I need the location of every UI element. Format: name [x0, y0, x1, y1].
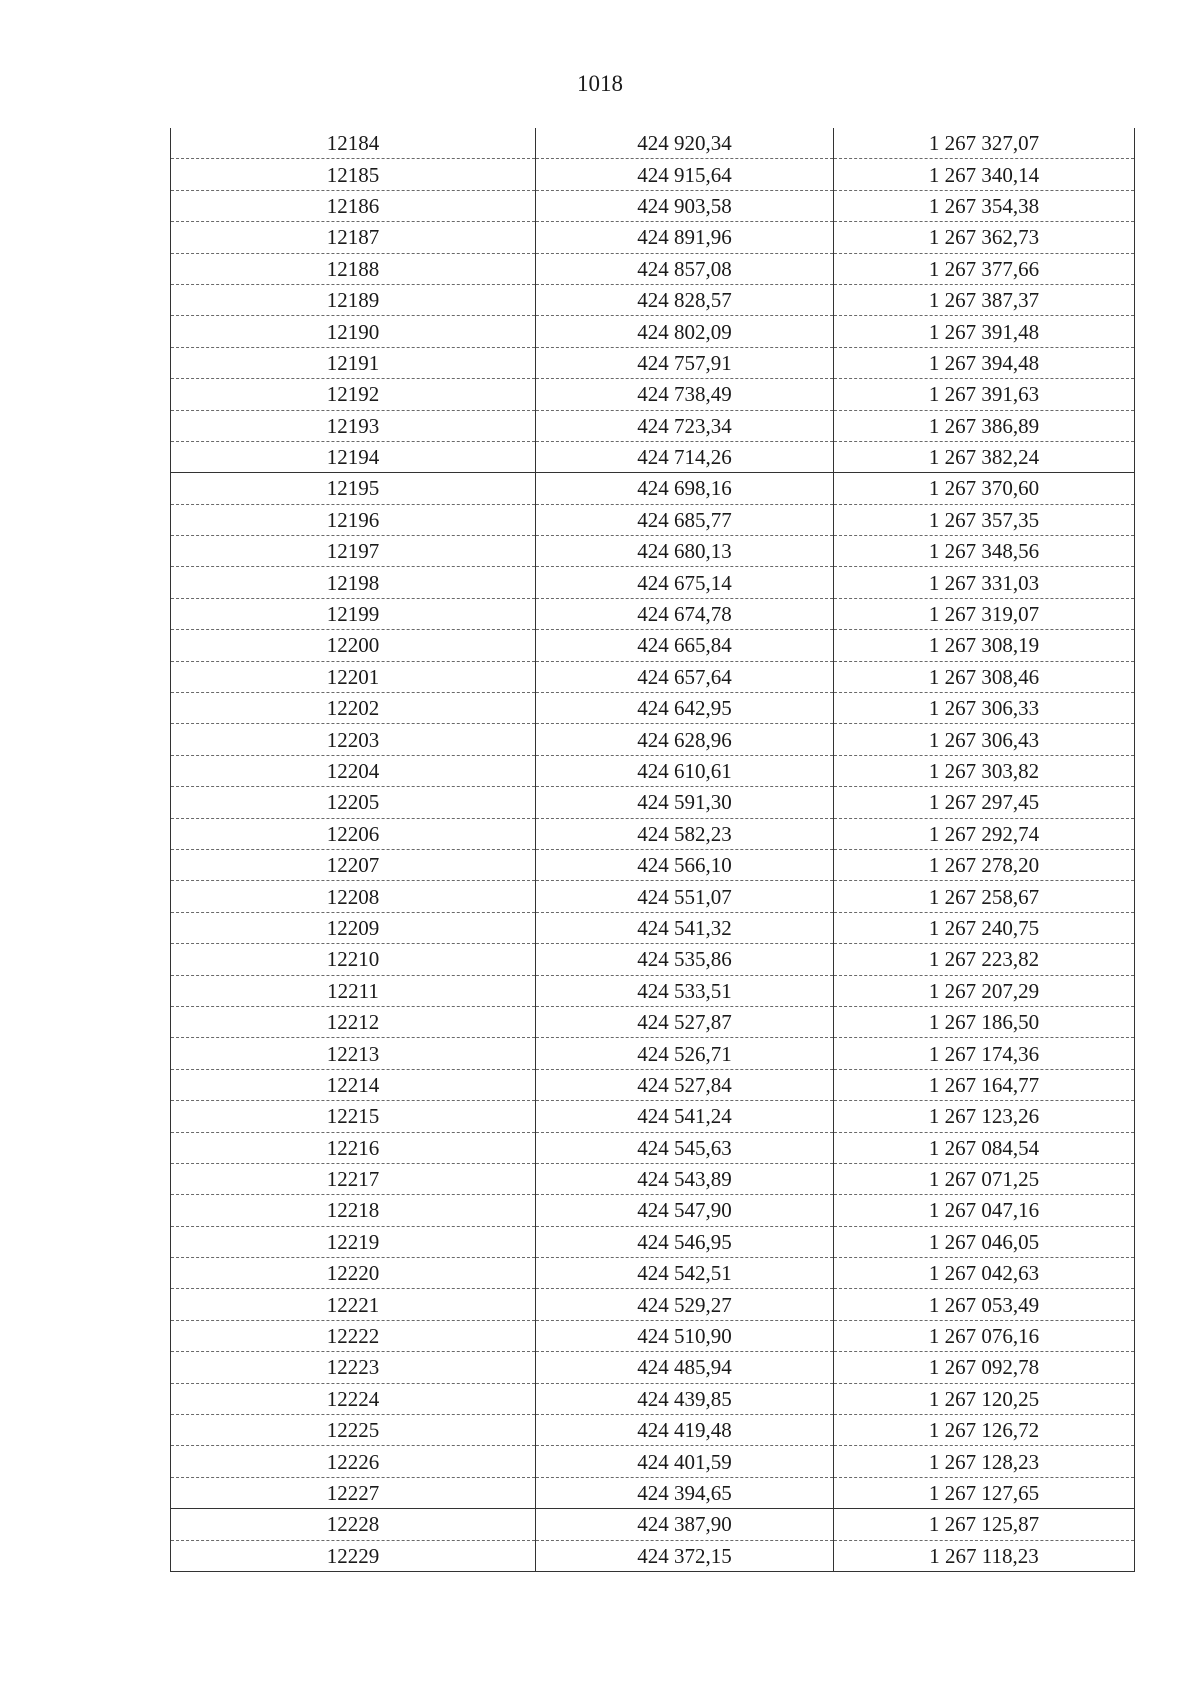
y-coordinate-cell: 1 267 306,43: [834, 724, 1135, 755]
table-row: [171, 944, 1135, 975]
x-coordinate-cell: 424 828,57: [536, 284, 834, 315]
point-number-cell: 12205: [171, 787, 536, 818]
point-number-cell: 12190: [171, 316, 536, 347]
table-row: [171, 284, 1135, 315]
x-coordinate-cell: 424 510,90: [536, 1320, 834, 1351]
x-coordinate-cell: 424 545,63: [536, 1132, 834, 1163]
x-coordinate-cell: 424 387,90: [536, 1509, 834, 1540]
point-number-cell: 12201: [171, 661, 536, 692]
table-row: [171, 190, 1135, 221]
table-row: [171, 630, 1135, 661]
table-row: [171, 473, 1135, 504]
x-coordinate-cell: 424 657,64: [536, 661, 834, 692]
table-row: [171, 1320, 1135, 1351]
point-number-cell: 12222: [171, 1320, 536, 1351]
point-number-cell: 12216: [171, 1132, 536, 1163]
table-row: [171, 128, 1135, 159]
y-coordinate-cell: 1 267 092,78: [834, 1352, 1135, 1383]
point-number-cell: 12198: [171, 567, 536, 598]
page-number: 1018: [577, 71, 623, 96]
table-row: [171, 598, 1135, 629]
y-coordinate-cell: 1 267 164,77: [834, 1069, 1135, 1100]
x-coordinate-cell: 424 723,34: [536, 410, 834, 441]
x-coordinate-cell: 424 394,65: [536, 1477, 834, 1508]
coordinates-table: [170, 128, 1135, 1572]
x-coordinate-cell: 424 680,13: [536, 536, 834, 567]
y-coordinate-cell: 1 267 340,14: [834, 159, 1135, 190]
x-coordinate-cell: 424 527,84: [536, 1069, 834, 1100]
point-number-cell: 12186: [171, 190, 536, 221]
y-coordinate-cell: 1 267 258,67: [834, 881, 1135, 912]
y-coordinate-cell: 1 267 387,37: [834, 284, 1135, 315]
point-number-cell: 12187: [171, 222, 536, 253]
x-coordinate-cell: 424 401,59: [536, 1446, 834, 1477]
table-row: [171, 849, 1135, 880]
x-coordinate-cell: 424 903,58: [536, 190, 834, 221]
table-row: [171, 1132, 1135, 1163]
y-coordinate-cell: 1 267 126,72: [834, 1415, 1135, 1446]
point-number-cell: 12188: [171, 253, 536, 284]
point-number-cell: 12199: [171, 598, 536, 629]
table-row: [171, 253, 1135, 284]
table-row: [171, 1038, 1135, 1069]
table-row: [171, 975, 1135, 1006]
y-coordinate-cell: 1 267 292,74: [834, 818, 1135, 849]
x-coordinate-cell: 424 628,96: [536, 724, 834, 755]
point-number-cell: 12217: [171, 1163, 536, 1194]
point-number-cell: 12220: [171, 1258, 536, 1289]
x-coordinate-cell: 424 591,30: [536, 787, 834, 818]
point-number-cell: 12226: [171, 1446, 536, 1477]
table-row: [171, 222, 1135, 253]
point-number-cell: 12223: [171, 1352, 536, 1383]
x-coordinate-cell: 424 533,51: [536, 975, 834, 1006]
y-coordinate-cell: 1 267 394,48: [834, 347, 1135, 378]
point-number-cell: 12193: [171, 410, 536, 441]
point-number-cell: 12213: [171, 1038, 536, 1069]
table-row: [171, 1383, 1135, 1414]
y-coordinate-cell: 1 267 084,54: [834, 1132, 1135, 1163]
y-coordinate-cell: 1 267 128,23: [834, 1446, 1135, 1477]
x-coordinate-cell: 424 582,23: [536, 818, 834, 849]
x-coordinate-cell: 424 738,49: [536, 379, 834, 410]
y-coordinate-cell: 1 267 207,29: [834, 975, 1135, 1006]
x-coordinate-cell: 424 714,26: [536, 441, 834, 472]
x-coordinate-cell: 424 543,89: [536, 1163, 834, 1194]
table-row: [171, 1540, 1135, 1571]
table-row: [171, 818, 1135, 849]
y-coordinate-cell: 1 267 319,07: [834, 598, 1135, 629]
x-coordinate-cell: 424 642,95: [536, 693, 834, 724]
table-row: [171, 504, 1135, 535]
table-row: [171, 316, 1135, 347]
x-coordinate-cell: 424 526,71: [536, 1038, 834, 1069]
table-row: [171, 410, 1135, 441]
x-coordinate-cell: 424 546,95: [536, 1226, 834, 1257]
point-number-cell: 12196: [171, 504, 536, 535]
table-row: [171, 1477, 1135, 1508]
y-coordinate-cell: 1 267 042,63: [834, 1258, 1135, 1289]
x-coordinate-cell: 424 485,94: [536, 1352, 834, 1383]
x-coordinate-cell: 424 610,61: [536, 755, 834, 786]
point-number-cell: 12206: [171, 818, 536, 849]
x-coordinate-cell: 424 675,14: [536, 567, 834, 598]
x-coordinate-cell: 424 529,27: [536, 1289, 834, 1320]
table-row: [171, 1352, 1135, 1383]
table-row: [171, 347, 1135, 378]
table-row: [171, 1226, 1135, 1257]
point-number-cell: 12228: [171, 1509, 536, 1540]
table-row: [171, 724, 1135, 755]
point-number-cell: 12195: [171, 473, 536, 504]
x-coordinate-cell: 424 566,10: [536, 849, 834, 880]
y-coordinate-cell: 1 267 223,82: [834, 944, 1135, 975]
table-row: [171, 912, 1135, 943]
point-number-cell: 12225: [171, 1415, 536, 1446]
y-coordinate-cell: 1 267 123,26: [834, 1101, 1135, 1132]
point-number-cell: 12211: [171, 975, 536, 1006]
y-coordinate-cell: 1 267 120,25: [834, 1383, 1135, 1414]
y-coordinate-cell: 1 267 327,07: [834, 128, 1135, 159]
table-row: [171, 661, 1135, 692]
y-coordinate-cell: 1 267 362,73: [834, 222, 1135, 253]
y-coordinate-cell: 1 267 118,23: [834, 1540, 1135, 1571]
y-coordinate-cell: 1 267 076,16: [834, 1320, 1135, 1351]
point-number-cell: 12224: [171, 1383, 536, 1414]
x-coordinate-cell: 424 542,51: [536, 1258, 834, 1289]
x-coordinate-cell: 424 439,85: [536, 1383, 834, 1414]
point-number-cell: 12214: [171, 1069, 536, 1100]
point-number-cell: 12227: [171, 1477, 536, 1508]
y-coordinate-cell: 1 267 303,82: [834, 755, 1135, 786]
y-coordinate-cell: 1 267 377,66: [834, 253, 1135, 284]
y-coordinate-cell: 1 267 047,16: [834, 1195, 1135, 1226]
point-number-cell: 12191: [171, 347, 536, 378]
table-row: [171, 1258, 1135, 1289]
y-coordinate-cell: 1 267 174,36: [834, 1038, 1135, 1069]
y-coordinate-cell: 1 267 370,60: [834, 473, 1135, 504]
y-coordinate-cell: 1 267 391,63: [834, 379, 1135, 410]
table-row: [171, 159, 1135, 190]
table-row: [171, 1101, 1135, 1132]
x-coordinate-cell: 424 757,91: [536, 347, 834, 378]
y-coordinate-cell: 1 267 071,25: [834, 1163, 1135, 1194]
point-number-cell: 12202: [171, 693, 536, 724]
point-number-cell: 12194: [171, 441, 536, 472]
y-coordinate-cell: 1 267 306,33: [834, 693, 1135, 724]
y-coordinate-cell: 1 267 297,45: [834, 787, 1135, 818]
x-coordinate-cell: 424 535,86: [536, 944, 834, 975]
table-row: [171, 567, 1135, 598]
table-row: [171, 441, 1135, 472]
y-coordinate-cell: 1 267 053,49: [834, 1289, 1135, 1320]
y-coordinate-cell: 1 267 386,89: [834, 410, 1135, 441]
table-row: [171, 536, 1135, 567]
x-coordinate-cell: 424 698,16: [536, 473, 834, 504]
y-coordinate-cell: 1 267 391,48: [834, 316, 1135, 347]
point-number-cell: 12189: [171, 284, 536, 315]
point-number-cell: 12204: [171, 755, 536, 786]
x-coordinate-cell: 424 372,15: [536, 1540, 834, 1571]
y-coordinate-cell: 1 267 186,50: [834, 1006, 1135, 1037]
y-coordinate-cell: 1 267 046,05: [834, 1226, 1135, 1257]
point-number-cell: 12209: [171, 912, 536, 943]
y-coordinate-cell: 1 267 308,19: [834, 630, 1135, 661]
point-number-cell: 12207: [171, 849, 536, 880]
table-row: [171, 881, 1135, 912]
point-number-cell: 12221: [171, 1289, 536, 1320]
point-number-cell: 12210: [171, 944, 536, 975]
y-coordinate-cell: 1 267 354,38: [834, 190, 1135, 221]
y-coordinate-cell: 1 267 348,56: [834, 536, 1135, 567]
x-coordinate-cell: 424 665,84: [536, 630, 834, 661]
y-coordinate-cell: 1 267 127,65: [834, 1477, 1135, 1508]
x-coordinate-cell: 424 915,64: [536, 159, 834, 190]
table-row: [171, 1195, 1135, 1226]
x-coordinate-cell: 424 541,24: [536, 1101, 834, 1132]
coordinates-table-body: [171, 128, 1135, 1571]
y-coordinate-cell: 1 267 125,87: [834, 1509, 1135, 1540]
x-coordinate-cell: 424 419,48: [536, 1415, 834, 1446]
point-number-cell: 12184: [171, 128, 536, 159]
x-coordinate-cell: 424 891,96: [536, 222, 834, 253]
point-number-cell: 12208: [171, 881, 536, 912]
y-coordinate-cell: 1 267 278,20: [834, 849, 1135, 880]
point-number-cell: 12212: [171, 1006, 536, 1037]
x-coordinate-cell: 424 551,07: [536, 881, 834, 912]
table-row: [171, 1415, 1135, 1446]
point-number-cell: 12200: [171, 630, 536, 661]
table-row: [171, 1289, 1135, 1320]
x-coordinate-cell: 424 802,09: [536, 316, 834, 347]
table-row: [171, 787, 1135, 818]
point-number-cell: 12229: [171, 1540, 536, 1571]
x-coordinate-cell: 424 527,87: [536, 1006, 834, 1037]
y-coordinate-cell: 1 267 240,75: [834, 912, 1135, 943]
point-number-cell: 12219: [171, 1226, 536, 1257]
table-row: [171, 1446, 1135, 1477]
point-number-cell: 12192: [171, 379, 536, 410]
table-row: [171, 1163, 1135, 1194]
y-coordinate-cell: 1 267 357,35: [834, 504, 1135, 535]
table-row: [171, 379, 1135, 410]
point-number-cell: 12218: [171, 1195, 536, 1226]
table-row: [171, 755, 1135, 786]
y-coordinate-cell: 1 267 331,03: [834, 567, 1135, 598]
point-number-cell: 12185: [171, 159, 536, 190]
table-row: [171, 1006, 1135, 1037]
point-number-cell: 12215: [171, 1101, 536, 1132]
x-coordinate-cell: 424 685,77: [536, 504, 834, 535]
y-coordinate-cell: 1 267 382,24: [834, 441, 1135, 472]
x-coordinate-cell: 424 547,90: [536, 1195, 834, 1226]
x-coordinate-cell: 424 674,78: [536, 598, 834, 629]
y-coordinate-cell: 1 267 308,46: [834, 661, 1135, 692]
x-coordinate-cell: 424 541,32: [536, 912, 834, 943]
point-number-cell: 12203: [171, 724, 536, 755]
point-number-cell: 12197: [171, 536, 536, 567]
x-coordinate-cell: 424 857,08: [536, 253, 834, 284]
x-coordinate-cell: 424 920,34: [536, 128, 834, 159]
table-row: [171, 693, 1135, 724]
table-row: [171, 1069, 1135, 1100]
table-row: [171, 1509, 1135, 1540]
